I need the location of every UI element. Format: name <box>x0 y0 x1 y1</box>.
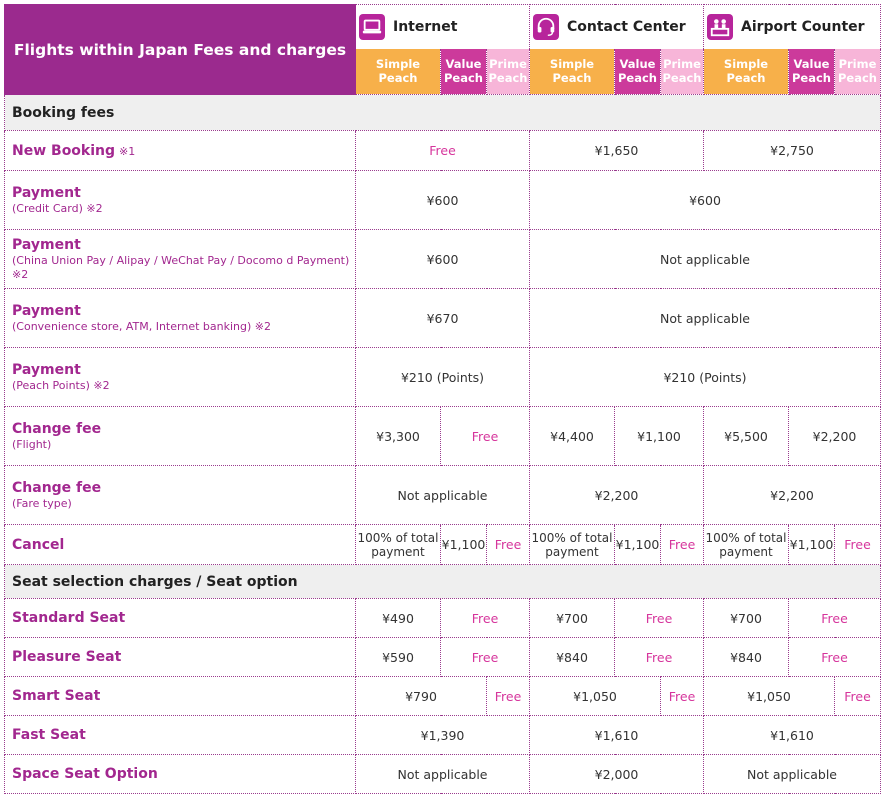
channel-contact-center <box>530 5 704 49</box>
cell-contact-value-prime: ¥1,100 <box>615 407 704 466</box>
row-cancel <box>5 525 881 565</box>
page-title: Flights within Japan Fees and charges <box>5 5 356 95</box>
row-title: Change fee <box>12 480 102 496</box>
cell-contact-simple: 100% of total payment <box>530 525 615 565</box>
fare-value-airport: Value Peach <box>789 49 835 95</box>
cell-contact-prime: Free <box>661 677 704 716</box>
cell-internet: Not applicable <box>356 466 530 525</box>
fare-prime-contact: Prime Peach <box>661 49 704 95</box>
cell-contact-prime: Free <box>661 525 704 565</box>
cell-airport-value: ¥1,100 <box>789 525 835 565</box>
row-change-fee-fare-type <box>5 466 881 525</box>
cell-airport-simple: ¥5,500 <box>704 407 789 466</box>
cell-contact: ¥1,610 <box>530 716 704 755</box>
row-title: Pleasure Seat <box>12 649 122 665</box>
cell-contact-simple-value: ¥1,050 <box>530 677 661 716</box>
row-label <box>5 131 356 171</box>
row-title: Payment <box>12 237 81 253</box>
cell-internet: ¥600 <box>356 171 530 230</box>
row-title: Cancel <box>12 536 65 553</box>
cell-contact-simple: ¥840 <box>530 638 615 677</box>
channel-airport-label: Airport Counter <box>741 18 865 35</box>
cell-airport: ¥2,750 <box>704 131 881 171</box>
row-payment-convenience <box>5 289 881 348</box>
row-label <box>5 525 356 565</box>
cell-internet: Free <box>356 131 530 171</box>
row-title: Space Seat Option <box>12 766 158 782</box>
row-subtitle: (Credit Card) ※2 <box>12 202 103 215</box>
cell-airport-prime: Free <box>835 677 881 716</box>
row-label <box>5 599 356 638</box>
fare-value-contact: Value Peach <box>615 49 661 95</box>
row-title: Payment <box>12 185 81 201</box>
cell-internet-simple-value: ¥790 <box>356 677 487 716</box>
row-standard-seat <box>5 599 881 638</box>
cell-internet-simple: ¥490 <box>356 599 441 638</box>
cell-internet-prime: Free <box>487 677 530 716</box>
cell-internet: ¥1,390 <box>356 716 530 755</box>
cell-internet-value-prime: Free <box>441 407 530 466</box>
row-title: New Booking <box>12 142 116 159</box>
row-label <box>5 348 356 407</box>
cell-airport-prime: Free <box>835 525 881 565</box>
row-subtitle: (Convenience store, ATM, Internet banking) ※2 <box>12 320 271 333</box>
row-label <box>5 407 356 466</box>
channel-airport-counter <box>704 5 881 49</box>
cell-internet-simple: ¥590 <box>356 638 441 677</box>
fare-prime-airport: Prime Peach <box>835 49 881 95</box>
cell-internet-simple: ¥3,300 <box>356 407 441 466</box>
cell-internet: ¥210 (Points) <box>356 348 530 407</box>
channel-internet <box>356 5 530 49</box>
cell-contact: ¥2,200 <box>530 466 704 525</box>
row-subtitle: (Flight) <box>12 438 52 451</box>
row-subtitle: (Fare type) <box>12 497 72 510</box>
section-seat-selection <box>5 565 881 599</box>
row-fast-seat <box>5 716 881 755</box>
cell-other-channels: ¥210 (Points) <box>530 348 881 407</box>
cell-other-channels: Not applicable <box>530 289 881 348</box>
cell-contact-value-prime: Free <box>615 638 704 677</box>
row-pleasure-seat <box>5 638 881 677</box>
cell-airport: Not applicable <box>704 755 881 794</box>
cell-contact: ¥2,000 <box>530 755 704 794</box>
cell-airport-simple: ¥700 <box>704 599 789 638</box>
row-title: Payment <box>12 303 81 319</box>
row-label <box>5 755 356 794</box>
cell-airport-value-prime: ¥2,200 <box>789 407 881 466</box>
row-payment-credit <box>5 171 881 230</box>
cell-airport-value-prime: Free <box>789 599 881 638</box>
cell-airport-simple-value: ¥1,050 <box>704 677 835 716</box>
channel-internet-label: Internet <box>393 18 458 35</box>
cell-contact-simple: ¥4,400 <box>530 407 615 466</box>
fees-table <box>4 4 881 794</box>
row-label <box>5 716 356 755</box>
fare-value-internet: Value Peach <box>441 49 487 95</box>
fare-simple-internet: Simple Peach <box>356 49 441 95</box>
row-title: Change fee <box>12 421 102 437</box>
fare-simple-contact: Simple Peach <box>530 49 615 95</box>
cell-other-channels: Not applicable <box>530 230 881 289</box>
section-title: Booking fees <box>5 95 881 131</box>
row-note: ※1 <box>119 144 136 158</box>
cell-internet: ¥670 <box>356 289 530 348</box>
row-payment-china <box>5 230 881 289</box>
cell-internet-value: ¥1,100 <box>441 525 487 565</box>
row-subtitle: (China Union Pay / Alipay / WeChat Pay / Docomo d Payment) ※2 <box>12 254 350 281</box>
cell-contact-simple: ¥700 <box>530 599 615 638</box>
cell-airport-value-prime: Free <box>789 638 881 677</box>
row-payment-points <box>5 348 881 407</box>
cell-contact-value-prime: Free <box>615 599 704 638</box>
header-row-channels <box>5 5 881 49</box>
cell-internet: ¥600 <box>356 230 530 289</box>
section-booking-fees <box>5 95 881 131</box>
counter-icon <box>707 14 733 40</box>
row-smart-seat <box>5 677 881 716</box>
row-title: Smart Seat <box>12 688 101 704</box>
channel-contact-label: Contact Center <box>567 18 686 35</box>
cell-airport: ¥1,610 <box>704 716 881 755</box>
row-new-booking <box>5 131 881 171</box>
row-label <box>5 638 356 677</box>
cell-internet-value-prime: Free <box>441 599 530 638</box>
row-label <box>5 677 356 716</box>
cell-airport-simple: ¥840 <box>704 638 789 677</box>
cell-contact-value: ¥1,100 <box>615 525 661 565</box>
row-title: Standard Seat <box>12 610 126 626</box>
headset-icon <box>533 14 559 40</box>
cell-internet-prime: Free <box>487 525 530 565</box>
cell-airport-simple: 100% of total payment <box>704 525 789 565</box>
cell-internet: Not applicable <box>356 755 530 794</box>
laptop-icon <box>359 14 385 40</box>
cell-contact: ¥1,650 <box>530 131 704 171</box>
row-label <box>5 230 356 289</box>
cell-internet-value-prime: Free <box>441 638 530 677</box>
row-title: Payment <box>12 362 81 378</box>
row-title: Fast Seat <box>12 727 86 743</box>
row-label <box>5 171 356 230</box>
section-title: Seat selection charges / Seat option <box>5 565 881 599</box>
cell-other-channels: ¥600 <box>530 171 881 230</box>
fare-prime-internet: Prime Peach <box>487 49 530 95</box>
row-space-seat-option <box>5 755 881 794</box>
cell-internet-simple: 100% of total payment <box>356 525 441 565</box>
row-change-fee-flight <box>5 407 881 466</box>
row-subtitle: (Peach Points) ※2 <box>12 379 110 392</box>
row-label <box>5 466 356 525</box>
row-label <box>5 289 356 348</box>
fare-simple-airport: Simple Peach <box>704 49 789 95</box>
cell-airport: ¥2,200 <box>704 466 881 525</box>
